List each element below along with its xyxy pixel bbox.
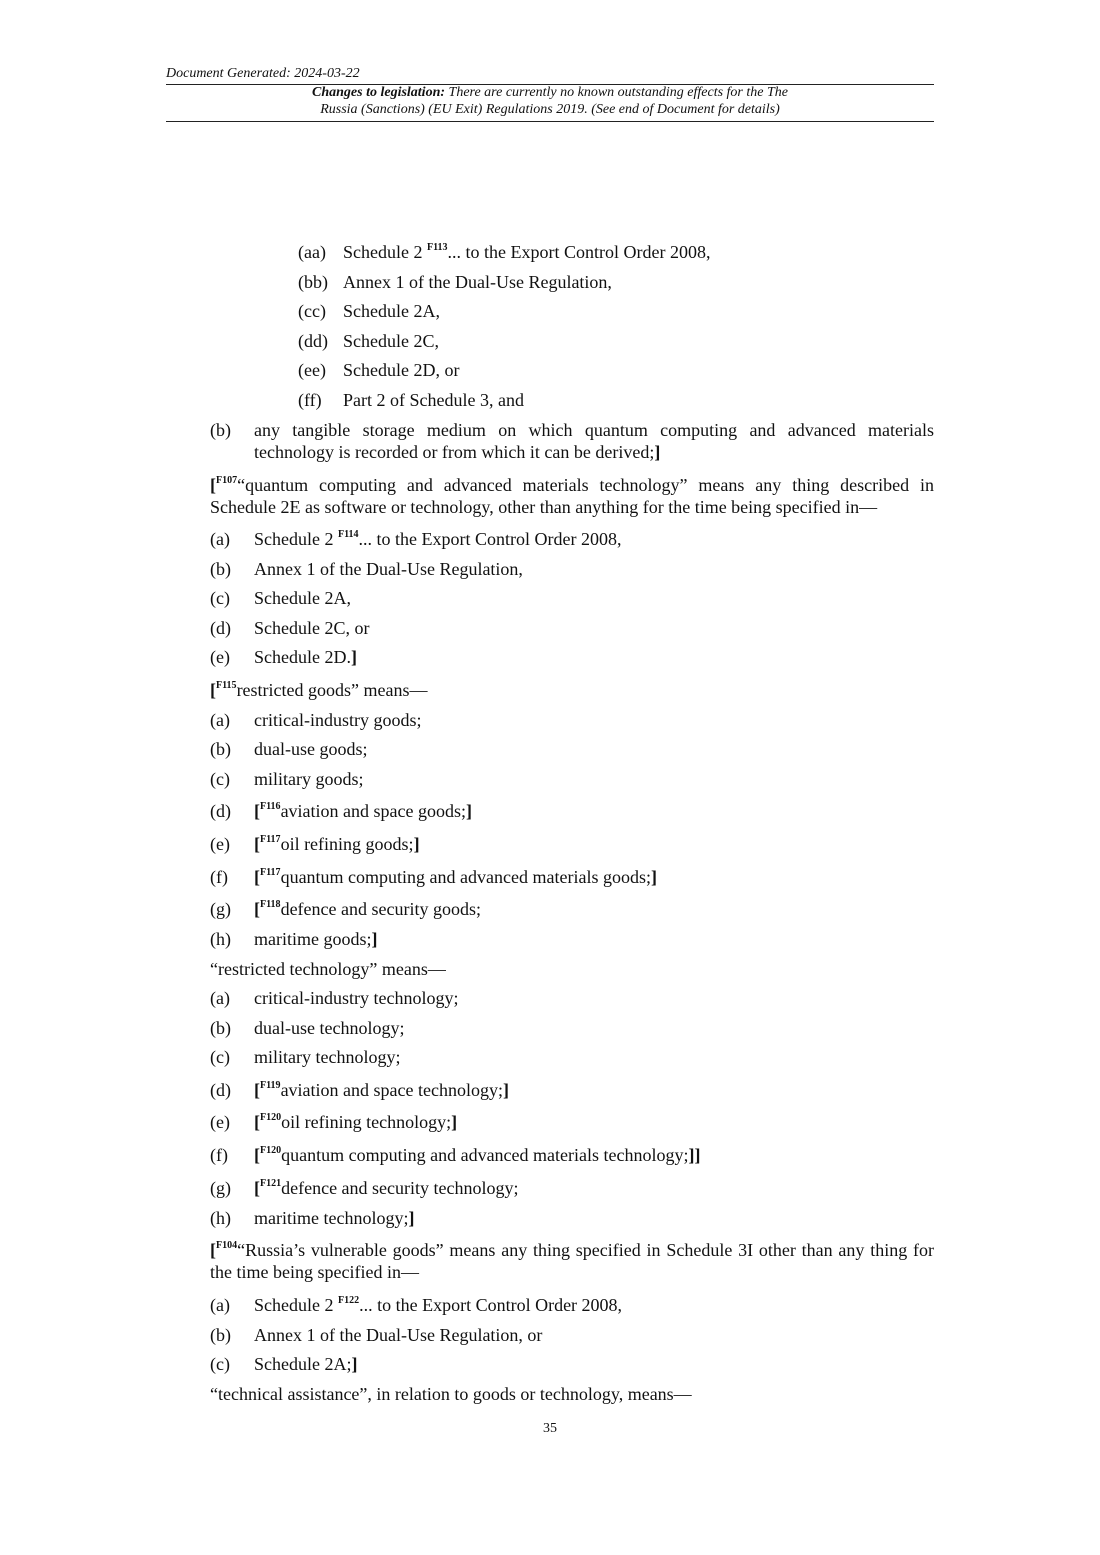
item-label: (b): [210, 1325, 231, 1345]
item-text: [254, 1079, 509, 1101]
item-text-body: quantum computing and advanced materials goods;: [280, 867, 651, 887]
item-text: [254, 1144, 701, 1166]
item-text: [254, 1353, 357, 1375]
item-text: Annex 1 of the Dual-Use Regulation,: [254, 559, 523, 579]
item-text: [254, 1177, 519, 1199]
item-label: (a): [210, 710, 230, 730]
opening-bracket: [: [254, 1080, 260, 1100]
closing-bracket: ]]: [688, 1145, 701, 1165]
item-text: Schedule 2A,: [343, 301, 440, 321]
item-text: critical-industry goods;: [254, 710, 422, 730]
item-text: [254, 528, 622, 550]
opening-bracket: [: [254, 899, 260, 919]
footnote-ref[interactable]: F120: [260, 1145, 282, 1156]
item-label: (g): [210, 899, 231, 919]
opening-bracket: [: [254, 1112, 260, 1132]
item-text: [343, 241, 711, 263]
header-rule-bottom: [166, 121, 934, 122]
item-text: Schedule 2D, or: [343, 360, 460, 380]
opening-bracket: [: [210, 680, 216, 700]
item-label: (cc): [298, 301, 326, 321]
item-text-body: oil refining technology;: [281, 1112, 452, 1132]
item-text: dual-use goods;: [254, 739, 368, 759]
footnote-ref[interactable]: F122: [337, 1295, 360, 1306]
closing-bracket: ]: [408, 1208, 415, 1228]
item-text: [254, 800, 472, 822]
item-text: dual-use technology;: [254, 1018, 405, 1038]
footnote-ref[interactable]: F116: [260, 801, 281, 812]
item-text: [254, 866, 657, 888]
item-text-pre: Schedule 2: [254, 529, 338, 549]
item-text: [254, 419, 934, 463]
closing-bracket: ]: [413, 834, 420, 854]
item-text-pre: Schedule 2: [254, 1295, 338, 1315]
definition-text: “quantum computing and advanced materials technology” means any thing described in Schedule 2E as software or technology, other than anything for the time being specified in—: [210, 475, 934, 517]
item-label: (a): [210, 1295, 230, 1315]
changes-to-legislation-notice: [166, 84, 934, 118]
definition-restricted-technology: “restricted technology” means—: [210, 959, 446, 979]
item-label: (bb): [298, 272, 328, 292]
item-text: military goods;: [254, 769, 364, 789]
footnote-ref[interactable]: F107: [216, 475, 238, 486]
item-text-body: maritime technology;: [254, 1208, 409, 1228]
closing-bracket: ]: [371, 929, 378, 949]
item-label: (d): [210, 1080, 231, 1100]
item-text: Schedule 2C, or: [254, 618, 370, 638]
item-label: (b): [210, 1018, 231, 1038]
item-label: (dd): [298, 331, 328, 351]
definition-russias-vulnerable-goods: [210, 1239, 934, 1283]
closing-bracket: ]: [466, 801, 473, 821]
closing-bracket: ]: [351, 1354, 358, 1374]
opening-bracket: [: [210, 1240, 216, 1260]
item-text: critical-industry technology;: [254, 988, 459, 1008]
item-label: (h): [210, 1208, 231, 1228]
item-text: Annex 1 of the Dual-Use Regulation, or: [254, 1325, 543, 1345]
item-label: (e): [210, 647, 230, 667]
item-label: (b): [210, 559, 231, 579]
item-text: [254, 833, 420, 855]
item-text-body: Schedule 2D.: [254, 647, 351, 667]
item-text: [254, 1111, 457, 1133]
item-text: [254, 1294, 622, 1316]
footnote-ref[interactable]: F118: [260, 899, 281, 910]
item-text: military technology;: [254, 1047, 401, 1067]
item-text-pre: Schedule 2: [343, 242, 427, 262]
footnote-ref[interactable]: F114: [337, 529, 359, 540]
item-text: [254, 646, 357, 668]
item-text-body: oil refining goods;: [280, 834, 414, 854]
changes-label: Changes to legislation:: [312, 85, 446, 100]
item-label: (f): [210, 867, 228, 887]
document-generated-date: Document Generated: 2024-03-22: [166, 66, 360, 81]
item-text: [254, 1207, 414, 1229]
item-text-body: defence and security goods;: [280, 899, 481, 919]
item-text: Annex 1 of the Dual-Use Regulation,: [343, 272, 612, 292]
item-label: (ff): [298, 390, 322, 410]
item-label: (ee): [298, 360, 326, 380]
closing-bracket: ]: [503, 1080, 509, 1100]
item-text-post: ... to the Export Control Order 2008,: [359, 1295, 623, 1315]
item-label: (e): [210, 834, 230, 854]
closing-bracket: ]: [650, 867, 657, 887]
definition-text: restricted goods” means—: [236, 680, 428, 700]
item-label: (b): [210, 420, 231, 440]
item-text: [254, 928, 377, 950]
page-number: 35: [543, 1421, 557, 1436]
opening-bracket: [: [254, 1145, 260, 1165]
closing-bracket: ]: [350, 647, 357, 667]
footnote-ref[interactable]: F120: [260, 1112, 282, 1123]
item-label: (a): [210, 988, 230, 1008]
item-text-post: ... to the Export Control Order 2008,: [358, 529, 622, 549]
closing-bracket: ]: [451, 1112, 458, 1132]
item-text-body: maritime goods;: [254, 929, 372, 949]
item-text-body: aviation and space goods;: [280, 801, 467, 821]
item-label: (a): [210, 529, 230, 549]
opening-bracket: [: [254, 801, 260, 821]
item-text: Part 2 of Schedule 3, and: [343, 390, 524, 410]
definition-text: “Russia’s vulnerable goods” means any thing specified in Schedule 3I other than any thing for the time being specified in—: [210, 1240, 934, 1282]
item-label: (h): [210, 929, 231, 949]
footnote-ref[interactable]: F115: [216, 680, 237, 691]
item-text: Schedule 2A,: [254, 588, 351, 608]
item-label: (g): [210, 1178, 231, 1198]
item-label: (c): [210, 769, 230, 789]
opening-bracket: [: [210, 475, 216, 495]
item-label: (aa): [298, 242, 326, 262]
item-text-post: ... to the Export Control Order 2008,: [447, 242, 711, 262]
footnote-ref[interactable]: F104: [216, 1240, 238, 1251]
footnote-ref[interactable]: F119: [260, 1080, 281, 1091]
item-label: (d): [210, 618, 231, 638]
footnote-ref[interactable]: F117: [260, 867, 281, 878]
item-text-body: Schedule 2A;: [254, 1354, 352, 1374]
item-label: (c): [210, 1047, 230, 1067]
footnote-ref[interactable]: F121: [260, 1178, 282, 1189]
footnote-ref[interactable]: F113: [426, 242, 448, 253]
opening-bracket: [: [254, 834, 260, 854]
item-label: (c): [210, 1354, 230, 1374]
item-label: (e): [210, 1112, 230, 1132]
item-label: (c): [210, 588, 230, 608]
item-text-body: any tangible storage medium on which quantum computing and advanced materials technology is recorded or from which it can be derived;: [254, 420, 934, 462]
definition-restricted-goods: [210, 679, 428, 701]
item-label: (b): [210, 739, 231, 759]
changes-text-line-2: Russia (Sanctions) (EU Exit) Regulations 2019. (See end of Document for details): [320, 102, 780, 117]
definition-technical-assistance: “technical assistance”, in relation to goods or technology, means—: [210, 1384, 692, 1404]
item-label: (d): [210, 801, 231, 821]
item-text-body: defence and security technology;: [281, 1178, 519, 1198]
item-text: Schedule 2C,: [343, 331, 439, 351]
opening-bracket: [: [254, 1178, 260, 1198]
item-text-body: aviation and space technology;: [280, 1080, 503, 1100]
footnote-ref[interactable]: F117: [260, 834, 281, 845]
definition-quantum-technology: [210, 474, 934, 518]
opening-bracket: [: [254, 867, 260, 887]
closing-bracket: ]: [654, 442, 661, 462]
changes-text-line-1: There are currently no known outstanding effects for the The: [445, 85, 788, 100]
item-label: (f): [210, 1145, 228, 1165]
item-text: [254, 898, 481, 920]
item-text-body: quantum computing and advanced materials technology;: [281, 1145, 689, 1165]
